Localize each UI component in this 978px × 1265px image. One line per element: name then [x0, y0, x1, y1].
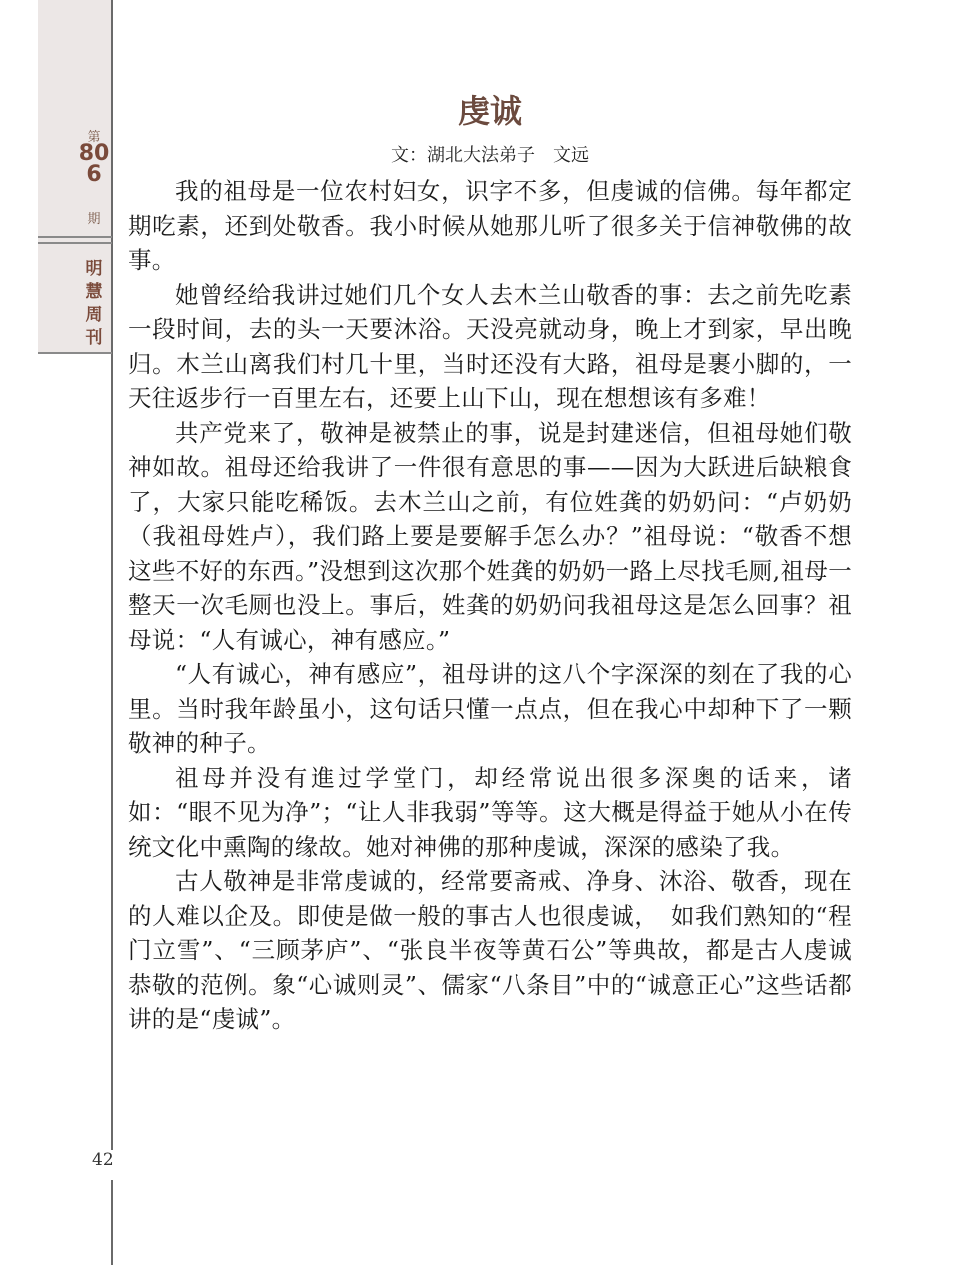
sidebar-divider-top-double	[38, 242, 112, 244]
article-body	[128, 174, 852, 1037]
paragraph-3: 共产党来了，敬神是被禁止的事，说是封建迷信，但祖母她们敬神如故。祖母还给我讲了一件很有意思的事——因为大跃进后缺粮食了，大家只能吃稀饭。去木兰山之前，有位姓龚的奶奶问：“卢奶奶（我祖母姓卢），我们路上要是要解手怎么办？”祖母说：“敬香不想这些不好的东西。”没想到这次那个姓龚的奶奶一路上尽找毛厕,祖母一整天一次毛厕也没上。事后，姓龚的奶奶问我祖母这是怎么回事？祖母说：“人有诚心，神有感应。”	[128, 418, 852, 654]
paragraph-5: 祖母并没有進过学堂门，却经常说出很多深奥的话来，诸如：“眼不见为净”；“让人非我弱”等等。这大概是得益于她从小在传统文化中熏陶的缘故。她对神佛的那种虔诚，深深的感染了我。	[128, 763, 852, 861]
paragraph-1: 我的祖母是一位农村妇女，识字不多，但虔诚的信佛。每年都定期吃素，还到处敬香。我小时候从她那儿听了很多关于信神敬佛的故事。	[128, 177, 852, 274]
magazine-name: 明慧周刊	[85, 259, 103, 348]
paragraph-2: 她曾经给我讲过她们几个女人去木兰山敬香的事：去之前先吃素一段时间，去的头一天要沐浴。天没亮就动身，晚上才到家，早出晚归。木兰山离我们村几十里，当时还没有大路，祖母是裹小脚的，一天往返步行一百里左右，还要上山下山，现在想想该有多难！	[128, 280, 852, 412]
sidebar-divider-bottom	[38, 352, 112, 354]
article-title: 虔诚	[457, 92, 522, 130]
margin-rule	[111, 0, 113, 1265]
article-byline: 文：湖北大法弟子 文远	[391, 145, 589, 166]
issue-prefix: 第	[87, 130, 101, 145]
issue-suffix: 期	[87, 212, 101, 227]
sidebar-divider-top	[38, 236, 112, 238]
paragraph-6: 古人敬神是非常虔诚的，经常要斋戒、净身、沐浴、敬香，现在的人难以企及。即使是做一般的事古人也很虔诚， 如我们熟知的“程门立雪”、“三顾茅庐”、“张良半夜等黄石公”等典故，都是古人虔诚恭敬的范例。象“心诚则灵”、儒家“八条目”中的“诚意正心”这些话都讲的是“虔诚”。	[128, 867, 852, 1033]
issue-number: 806	[78, 141, 110, 187]
paragraph-4: “人有诚心，神有感应”，祖母讲的这八个字深深的刻在了我的心里。当时我年龄虽小，这句话只懂一点点，但在我心中却种下了一颗敬神的种子。	[128, 660, 852, 757]
page-number: 42	[92, 1150, 114, 1170]
